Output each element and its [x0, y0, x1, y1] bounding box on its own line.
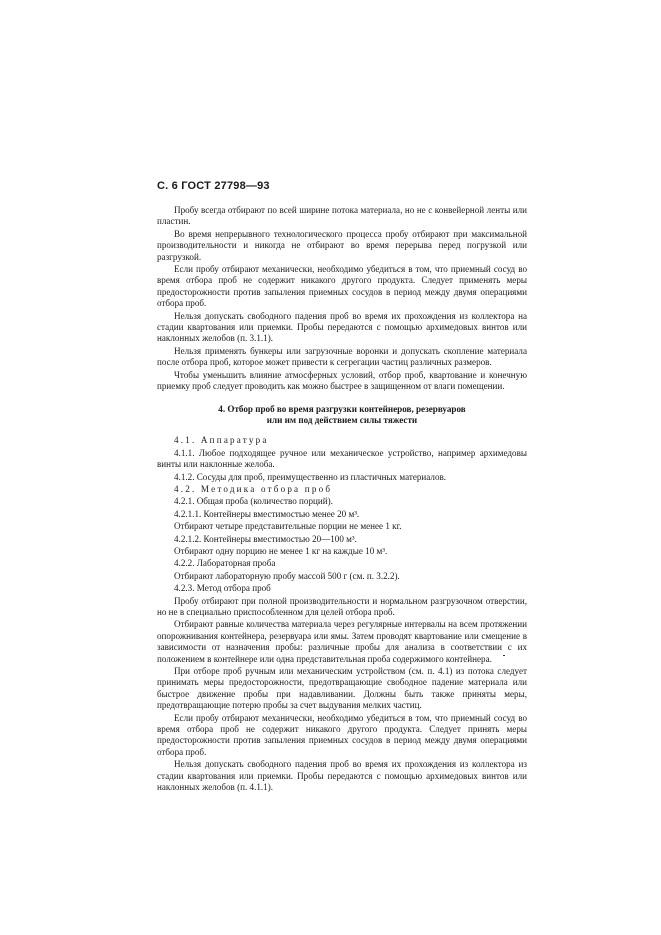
paragraph: Пробу отбирают при полной производительности и нормальном разгрузочном отверстии, но не в специально приспособленном для целей отбора проб.	[157, 595, 527, 617]
clause-text: Отбирают четыре представительные порции не менее 1 кг.	[174, 521, 402, 532]
clause: 4.2.2. Лабораторная проба	[174, 558, 276, 569]
clause: 4.1.1. Любое подходящее ручное или механическое устройство, например архимедовы винты или наклонные желоба.	[157, 447, 527, 470]
paragraph: Отбирают равные количества материала через регулярные интервалы на всем протяжении опорожнивания контейнера, резервуара или ямы. Затем проводят квартование или смещение в зависимости от назначения пробы: различные пробы для анализа в соответствии с их положением в контейнере или одна представительная проба содержимого контейнера.	[157, 619, 527, 664]
paragraph: Нельзя допускать свободного падения проб во время их прохождения из коллектора на стадии квартования или приемки. Пробы передаются с помощью архимедовых винтов или наклонных желобов (п. 3.1.1).	[157, 310, 527, 344]
subsection-heading: 4.2. Методика отбора проб	[174, 483, 333, 494]
clause: 4.1.2. Сосуды для проб, преимущественно из пластичных материалов.	[174, 471, 447, 482]
document-body	[157, 205, 527, 795]
paragraph: Во время непрерывного технологического процесса пробу отбирают при максимальной производительности и никогда не отбирают во время перерыва перед погрузкой или разгрузкой.	[157, 228, 527, 262]
section-title	[157, 404, 527, 427]
paragraph: Если пробу отбирают механически, необходимо убедиться в том, что приемный сосуд во время отбора проб не содержит никакого другого продукта. Следует принять меры предосторожности против запыления приемных сосудов в период между двумя операциями отбора проб.	[157, 712, 527, 757]
page-header: С. 6 ГОСТ 27798—93	[157, 180, 270, 192]
clause-text: Отбирают лабораторную пробу массой 500 г (см. п. 3.2.2).	[174, 570, 400, 581]
clause: 4.2.1.2. Контейнеры вместимостью 20—100 м³.	[174, 533, 357, 544]
subsection-heading: 4.1. Аппаратура	[174, 435, 269, 446]
paragraph: Если пробу отбирают механически, необходимо убедиться в том, что приемный сосуд во время отбора проб не содержит никакого другого продукта. Следует применять меры предосторожности против запыления приемных сосудов в период между двумя операциями отбора проб.	[157, 264, 527, 309]
section-title-line: 4. Отбор проб во время разгрузки контейнеров, резервуаров	[218, 403, 466, 414]
paragraph: Нельзя допускать свободного падения проб во время их прохождения из коллектора из стадии квартования или приемки. Пробы передаются с помощью архимедовых винтов или наклонных желобов (п. 4.1.1).	[157, 759, 527, 793]
paragraph: Пробу всегда отбирают по всей ширине потока материала, но не с конвейерной ленты или пластин.	[157, 205, 527, 227]
clause-text: Отбирают одну порцию не менее 1 кг на каждые 10 м³.	[174, 545, 388, 556]
paragraph: Чтобы уменьшить влияние атмосферных условий, отбор проб, квартование и конечную приемку проб следует проводить как можно быстрее в защищенном от влаги помещении.	[157, 369, 527, 392]
paragraph: Нельзя применять бункеры или загрузочные воронки и допускать скопление материала после отбора проб, которое может привести к сегрегации частиц различных размеров.	[157, 345, 527, 368]
paragraph: При отборе проб ручным или механическим устройством (см. п. 4.1) из потока следует принимать меры предосторожности, предотвращающие свободное падение материала или быстрое движение пробы при надавливании. Должны быть также приняты меры, предотвращающие потерю пробы за счет выдувания мелких частиц.	[157, 666, 527, 711]
clause: 4.2.1. Общая проба (количество порций).	[174, 496, 333, 507]
print-speck	[503, 655, 505, 656]
clause: 4.2.3. Метод отбора проб	[174, 583, 271, 594]
section-title-line: или им под действием силы тяжести	[266, 414, 418, 425]
clause: 4.2.1.1. Контейнеры вместимостью менее 20 м³.	[174, 508, 360, 519]
